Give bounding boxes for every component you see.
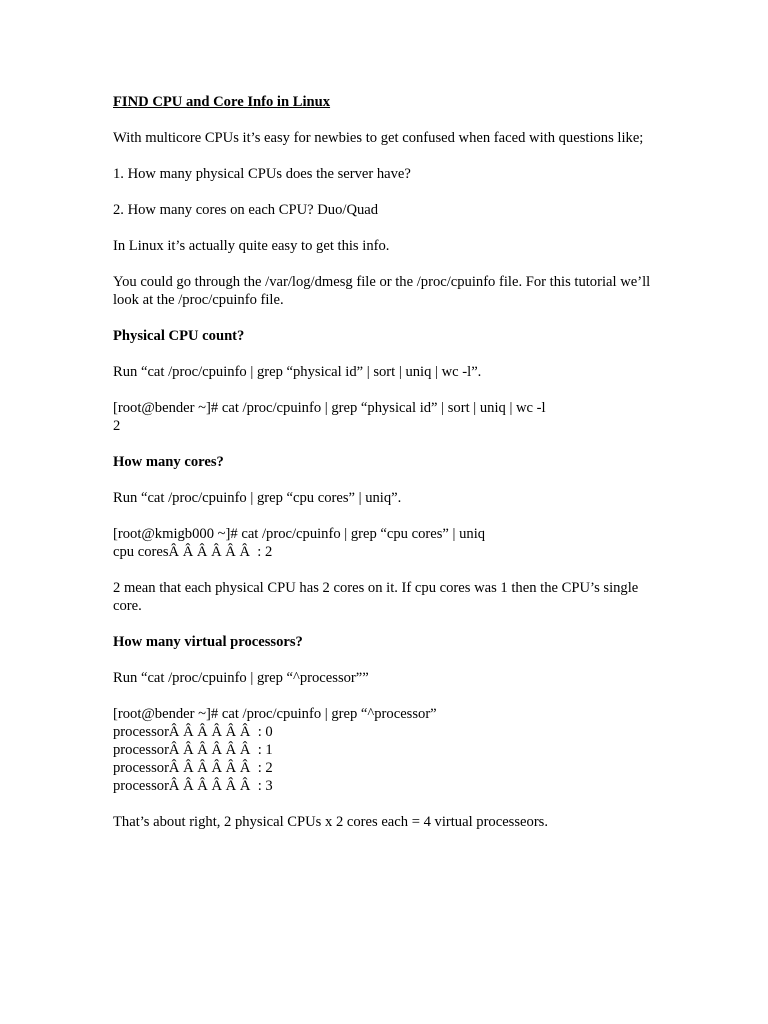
linux-easy-paragraph: In Linux it’s actually quite easy to get this info. xyxy=(113,238,390,254)
cores-heading: How many cores? xyxy=(113,454,224,470)
command-line: [root@bender ~]# cat /proc/cpuinfo | grep “^processor” xyxy=(113,706,437,722)
intro-paragraph: With multicore CPUs it’s easy for newbies to get confused when faced with questions like; xyxy=(113,130,644,146)
virtual-processors-run-text: Run “cat /proc/cpuinfo | grep “^processor”” xyxy=(113,670,369,686)
conclusion-paragraph: That’s about right, 2 physical CPUs x 2 cores each = 4 virtual processeors. xyxy=(113,814,549,830)
output-line: processorÂ Â Â Â Â Â : 0 xyxy=(113,724,273,740)
cores-output xyxy=(113,525,653,561)
document-page xyxy=(113,93,653,849)
cores-run-text: Run “cat /proc/cpuinfo | grep “cpu cores” | uniq”. xyxy=(113,490,402,506)
question-2: 2. How many cores on each CPU? Duo/Quad xyxy=(113,202,379,218)
output-line: processorÂ Â Â Â Â Â : 2 xyxy=(113,760,273,776)
command-line: [root@bender ~]# cat /proc/cpuinfo | grep “physical id” | sort | uniq | wc -l xyxy=(113,400,546,416)
physical-cpu-run-text: Run “cat /proc/cpuinfo | grep “physical id” | sort | uniq | wc -l”. xyxy=(113,364,482,380)
question-1: 1. How many physical CPUs does the server have? xyxy=(113,166,411,182)
output-line: processorÂ Â Â Â Â Â : 1 xyxy=(113,742,273,758)
output-line: cpu coresÂ Â Â Â Â Â : 2 xyxy=(113,544,273,560)
cores-explanation: 2 mean that each physical CPU has 2 cores on it. If cpu cores was 1 then the CPU’s single core. xyxy=(113,580,639,614)
virtual-processors-output xyxy=(113,705,653,795)
output-line: 2 xyxy=(113,418,121,434)
physical-cpu-heading: Physical CPU count? xyxy=(113,328,245,344)
page-title: FIND CPU and Core Info in Linux xyxy=(113,94,331,110)
command-line: [root@kmigb000 ~]# cat /proc/cpuinfo | grep “cpu cores” | uniq xyxy=(113,526,486,542)
physical-cpu-output xyxy=(113,399,653,435)
tutorial-note-paragraph: You could go through the /var/log/dmesg file or the /proc/cpuinfo file. For this tutorial we’ll look at the /proc/cpuinfo file. xyxy=(113,274,651,308)
output-line: processorÂ Â Â Â Â Â : 3 xyxy=(113,778,273,794)
virtual-processors-heading: How many virtual processors? xyxy=(113,634,303,650)
